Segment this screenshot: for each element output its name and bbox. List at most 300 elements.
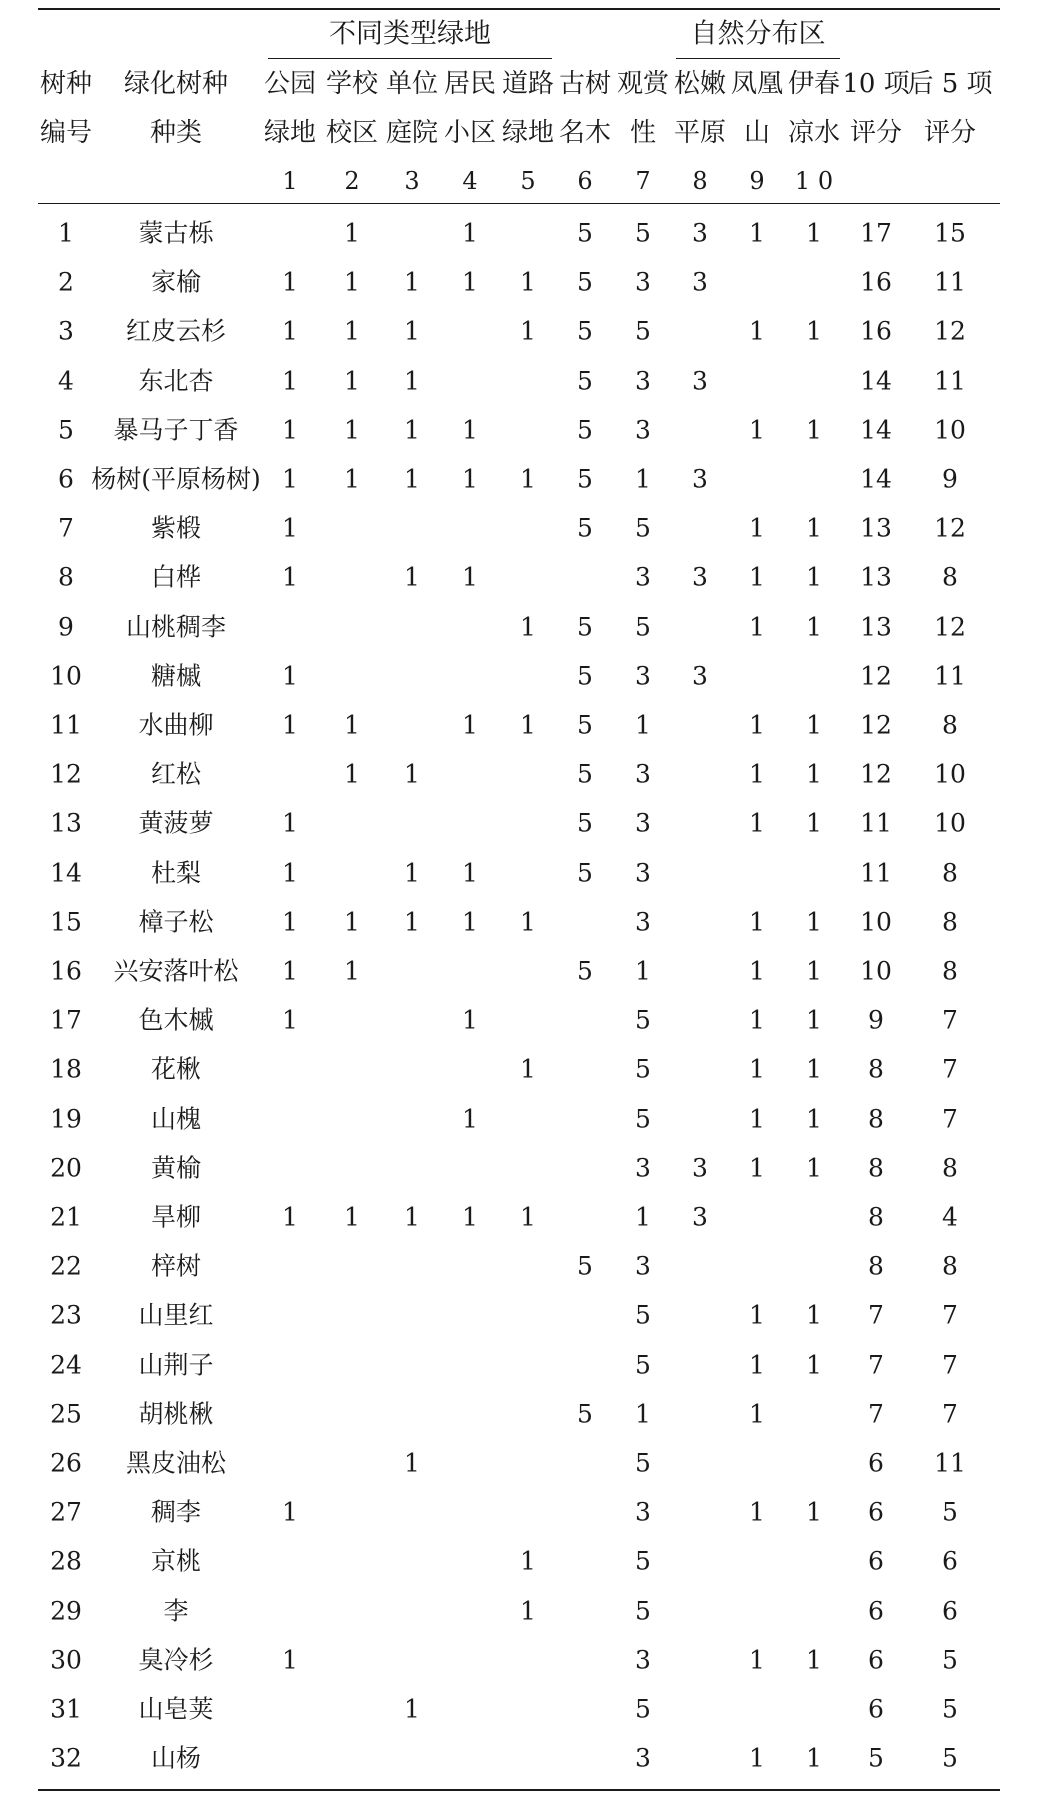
cell-unit-courtyard: 1	[404, 366, 420, 396]
cell-songnen-plain: 3	[692, 562, 708, 592]
cell-school-campus: 1	[344, 1202, 360, 1232]
cell-ancient-trees: 5	[577, 218, 593, 248]
cell-yichun-liangshui: 1	[806, 759, 822, 789]
cell-songnen-plain: 3	[692, 1153, 708, 1183]
cell-score-10-items: 13	[860, 513, 892, 543]
cell-score-last-5-items: 8	[942, 1251, 958, 1281]
column-header-species-no-line1: 树种	[39, 69, 93, 99]
cell-score-last-5-items: 9	[942, 464, 958, 494]
cell-species-type: 花楸	[150, 1054, 202, 1084]
cell-school-campus: 1	[344, 710, 360, 740]
cell-yichun-liangshui: 1	[806, 907, 822, 937]
cell-school-campus: 1	[344, 759, 360, 789]
cell-species-no: 21	[50, 1202, 82, 1232]
cell-yichun-liangshui: 1	[806, 1497, 822, 1527]
cell-score-last-5-items: 10	[934, 808, 966, 838]
cell-ancient-trees: 5	[577, 415, 593, 445]
cell-fenghuang-mountain: 1	[749, 808, 765, 838]
cell-ancient-trees: 5	[577, 1399, 593, 1429]
cell-species-no: 5	[58, 415, 74, 445]
natural-group-header: 自然分布区	[690, 18, 826, 50]
cell-unit-courtyard: 1	[404, 415, 420, 445]
cell-species-no: 8	[58, 562, 74, 592]
cell-ornamental: 3	[635, 1743, 651, 1773]
cell-score-last-5-items: 4	[942, 1202, 958, 1232]
column-header-songnen-plain-line1: 松嫩	[673, 69, 727, 99]
cell-ornamental: 3	[635, 366, 651, 396]
cell-fenghuang-mountain: 1	[749, 1350, 765, 1380]
cell-species-type: 家榆	[150, 267, 202, 297]
cell-unit-courtyard: 1	[404, 1694, 420, 1724]
cell-fenghuang-mountain: 1	[749, 316, 765, 346]
cell-score-10-items: 5	[868, 1743, 884, 1773]
cell-score-10-items: 6	[868, 1497, 884, 1527]
cell-unit-courtyard: 1	[404, 1202, 420, 1232]
cell-score-10-items: 7	[868, 1399, 884, 1429]
cell-species-type: 山里红	[138, 1300, 214, 1330]
cell-school-campus: 1	[344, 415, 360, 445]
cell-species-no: 18	[50, 1054, 82, 1084]
cell-school-campus: 1	[344, 218, 360, 248]
cell-ornamental: 5	[635, 612, 651, 642]
cell-score-last-5-items: 8	[942, 956, 958, 986]
cell-fenghuang-mountain: 1	[749, 1005, 765, 1035]
cell-score-last-5-items: 6	[942, 1596, 958, 1626]
cell-ornamental: 3	[635, 808, 651, 838]
cell-species-type: 臭冷杉	[138, 1645, 214, 1675]
cell-songnen-plain: 3	[692, 218, 708, 248]
cell-score-10-items: 14	[860, 415, 892, 445]
cell-species-type: 黄菠萝	[138, 808, 214, 838]
cell-songnen-plain: 3	[692, 366, 708, 396]
cell-score-last-5-items: 12	[934, 316, 966, 346]
cell-score-last-5-items: 11	[934, 661, 966, 691]
cell-residential-area: 1	[462, 218, 478, 248]
cell-park-green: 1	[282, 710, 298, 740]
cell-ancient-trees: 5	[577, 612, 593, 642]
cell-road-green: 1	[520, 1546, 536, 1576]
column-header-unit-courtyard-line1: 单位	[385, 69, 439, 99]
cell-songnen-plain: 3	[692, 661, 708, 691]
cell-road-green: 1	[520, 1054, 536, 1084]
cell-score-last-5-items: 10	[934, 759, 966, 789]
cell-score-10-items: 17	[860, 218, 892, 248]
column-number: 6	[577, 167, 593, 195]
cell-species-type: 胡桃楸	[138, 1399, 214, 1429]
cell-ornamental: 3	[635, 858, 651, 888]
cell-species-no: 17	[50, 1005, 82, 1035]
cell-species-no: 19	[50, 1104, 82, 1134]
cell-fenghuang-mountain: 1	[749, 956, 765, 986]
cell-fenghuang-mountain: 1	[749, 218, 765, 248]
cell-species-type: 紫椴	[150, 513, 202, 543]
column-header-road-green-line2: 绿地	[501, 118, 555, 148]
cell-score-last-5-items: 5	[942, 1497, 958, 1527]
cell-ancient-trees: 5	[577, 366, 593, 396]
cell-species-type: 红松	[150, 759, 202, 789]
cell-yichun-liangshui: 1	[806, 1104, 822, 1134]
cell-score-10-items: 6	[868, 1694, 884, 1724]
cell-species-type: 山槐	[150, 1104, 202, 1134]
cell-species-no: 25	[50, 1399, 82, 1429]
cell-ancient-trees: 5	[577, 759, 593, 789]
column-number: 3	[404, 167, 420, 195]
green-land-group-header: 不同类型绿地	[329, 18, 491, 50]
cell-score-10-items: 8	[868, 1104, 884, 1134]
cell-score-last-5-items: 7	[942, 1300, 958, 1330]
cell-road-green: 1	[520, 1596, 536, 1626]
cell-park-green: 1	[282, 415, 298, 445]
cell-score-10-items: 11	[860, 858, 892, 888]
column-header-species-type-line2: 种类	[149, 118, 203, 148]
cell-species-type: 暴马子丁香	[113, 415, 239, 445]
top-rule	[38, 8, 1000, 10]
cell-songnen-plain: 3	[692, 1202, 708, 1232]
cell-residential-area: 1	[462, 858, 478, 888]
cell-fenghuang-mountain: 1	[749, 1153, 765, 1183]
cell-road-green: 1	[520, 464, 536, 494]
column-header-fenghuang-mountain-line2: 山	[743, 118, 771, 148]
cell-residential-area: 1	[462, 562, 478, 592]
cell-species-no: 6	[58, 464, 74, 494]
cell-score-last-5-items: 5	[942, 1694, 958, 1724]
cell-species-no: 11	[50, 710, 82, 740]
cell-yichun-liangshui: 1	[806, 710, 822, 740]
cell-park-green: 1	[282, 858, 298, 888]
cell-yichun-liangshui: 1	[806, 808, 822, 838]
cell-species-type: 水曲柳	[138, 710, 214, 740]
cell-score-last-5-items: 7	[942, 1399, 958, 1429]
cell-species-no: 10	[50, 661, 82, 691]
cell-park-green: 1	[282, 267, 298, 297]
cell-score-last-5-items: 15	[934, 218, 966, 248]
cell-ancient-trees: 5	[577, 267, 593, 297]
cell-score-last-5-items: 10	[934, 415, 966, 445]
column-header-species-no-line2: 编号	[39, 118, 93, 148]
cell-park-green: 1	[282, 808, 298, 838]
column-header-residential-area-line1: 居民	[443, 69, 497, 99]
cell-score-last-5-items: 8	[942, 1153, 958, 1183]
cell-score-10-items: 6	[868, 1596, 884, 1626]
cell-score-last-5-items: 7	[942, 1054, 958, 1084]
cell-school-campus: 1	[344, 316, 360, 346]
column-header-score-last-5-items-line2: 评分	[923, 118, 977, 148]
column-number: 8	[692, 167, 708, 195]
cell-park-green: 1	[282, 562, 298, 592]
cell-score-10-items: 10	[860, 956, 892, 986]
cell-school-campus: 1	[344, 464, 360, 494]
cell-yichun-liangshui: 1	[806, 1743, 822, 1773]
cell-yichun-liangshui: 1	[806, 1005, 822, 1035]
header-bottom-rule	[38, 203, 1000, 204]
cell-species-type: 黄榆	[150, 1153, 202, 1183]
cell-score-10-items: 6	[868, 1448, 884, 1478]
column-header-yichun-liangshui-line2: 凉水	[787, 118, 841, 148]
column-number: 4	[462, 167, 478, 195]
cell-yichun-liangshui: 1	[806, 1054, 822, 1084]
cell-species-no: 26	[50, 1448, 82, 1478]
cell-score-10-items: 13	[860, 562, 892, 592]
cell-fenghuang-mountain: 1	[749, 562, 765, 592]
cell-score-10-items: 8	[868, 1153, 884, 1183]
cell-school-campus: 1	[344, 267, 360, 297]
cell-unit-courtyard: 1	[404, 267, 420, 297]
cell-yichun-liangshui: 1	[806, 1645, 822, 1675]
cell-score-last-5-items: 8	[942, 710, 958, 740]
cell-score-10-items: 11	[860, 808, 892, 838]
cell-ancient-trees: 5	[577, 513, 593, 543]
cell-score-10-items: 6	[868, 1546, 884, 1576]
natural-group-rule	[676, 58, 840, 59]
column-header-score-10-items-line2: 评分	[849, 118, 903, 148]
cell-species-no: 29	[50, 1596, 82, 1626]
cell-yichun-liangshui: 1	[806, 513, 822, 543]
cell-score-last-5-items: 5	[942, 1645, 958, 1675]
column-header-school-campus-line2: 校区	[325, 118, 379, 148]
cell-score-last-5-items: 6	[942, 1546, 958, 1576]
cell-school-campus: 1	[344, 366, 360, 396]
cell-species-type: 杜梨	[150, 858, 202, 888]
cell-yichun-liangshui: 1	[806, 316, 822, 346]
cell-score-10-items: 9	[868, 1005, 884, 1035]
cell-park-green: 1	[282, 1202, 298, 1232]
cell-unit-courtyard: 1	[404, 316, 420, 346]
cell-unit-courtyard: 1	[404, 464, 420, 494]
cell-species-no: 9	[58, 612, 74, 642]
cell-ornamental: 5	[635, 1300, 651, 1330]
cell-species-type: 糖槭	[150, 661, 202, 691]
cell-score-last-5-items: 7	[942, 1350, 958, 1380]
cell-fenghuang-mountain: 1	[749, 1645, 765, 1675]
cell-species-type: 红皮云杉	[125, 316, 227, 346]
column-header-park-green-line1: 公园	[263, 69, 317, 99]
cell-species-type: 山桃稠李	[125, 612, 227, 642]
cell-road-green: 1	[520, 316, 536, 346]
cell-residential-area: 1	[462, 710, 478, 740]
cell-fenghuang-mountain: 1	[749, 907, 765, 937]
cell-species-no: 13	[50, 808, 82, 838]
cell-species-no: 30	[50, 1645, 82, 1675]
column-header-songnen-plain-line2: 平原	[673, 118, 727, 148]
cell-score-10-items: 7	[868, 1350, 884, 1380]
cell-yichun-liangshui: 1	[806, 612, 822, 642]
cell-score-10-items: 12	[860, 710, 892, 740]
cell-unit-courtyard: 1	[404, 1448, 420, 1478]
cell-ornamental: 5	[635, 1546, 651, 1576]
cell-fenghuang-mountain: 1	[749, 1399, 765, 1429]
cell-score-10-items: 16	[860, 316, 892, 346]
column-number: 9	[749, 167, 765, 195]
cell-park-green: 1	[282, 464, 298, 494]
cell-ornamental: 3	[635, 267, 651, 297]
cell-species-type: 京桃	[150, 1546, 202, 1576]
cell-score-10-items: 14	[860, 366, 892, 396]
cell-species-no: 4	[58, 366, 74, 396]
cell-ancient-trees: 5	[577, 316, 593, 346]
cell-score-last-5-items: 5	[942, 1743, 958, 1773]
cell-fenghuang-mountain: 1	[749, 710, 765, 740]
cell-fenghuang-mountain: 1	[749, 1743, 765, 1773]
cell-school-campus: 1	[344, 956, 360, 986]
cell-score-10-items: 10	[860, 907, 892, 937]
cell-songnen-plain: 3	[692, 267, 708, 297]
cell-score-last-5-items: 12	[934, 612, 966, 642]
cell-residential-area: 1	[462, 464, 478, 494]
cell-score-last-5-items: 8	[942, 858, 958, 888]
cell-ornamental: 3	[635, 1251, 651, 1281]
cell-fenghuang-mountain: 1	[749, 1300, 765, 1330]
cell-yichun-liangshui: 1	[806, 218, 822, 248]
cell-score-last-5-items: 11	[934, 366, 966, 396]
cell-species-no: 12	[50, 759, 82, 789]
cell-yichun-liangshui: 1	[806, 1350, 822, 1380]
cell-park-green: 1	[282, 1497, 298, 1527]
cell-unit-courtyard: 1	[404, 759, 420, 789]
cell-park-green: 1	[282, 316, 298, 346]
cell-score-last-5-items: 12	[934, 513, 966, 543]
cell-species-type: 旱柳	[150, 1202, 202, 1232]
column-header-school-campus-line1: 学校	[325, 69, 379, 99]
cell-species-type: 蒙古栎	[138, 218, 214, 248]
cell-score-10-items: 14	[860, 464, 892, 494]
cell-score-10-items: 12	[860, 661, 892, 691]
cell-species-type: 色木槭	[138, 1005, 214, 1035]
green-land-group-rule	[268, 58, 552, 59]
cell-species-no: 3	[58, 316, 74, 346]
cell-ornamental: 5	[635, 1005, 651, 1035]
cell-unit-courtyard: 1	[404, 858, 420, 888]
cell-unit-courtyard: 1	[404, 562, 420, 592]
column-header-residential-area-line2: 小区	[443, 118, 497, 148]
cell-score-10-items: 13	[860, 612, 892, 642]
cell-ornamental: 3	[635, 562, 651, 592]
cell-ornamental: 3	[635, 1497, 651, 1527]
cell-ancient-trees: 5	[577, 858, 593, 888]
cell-residential-area: 1	[462, 1005, 478, 1035]
cell-ancient-trees: 5	[577, 710, 593, 740]
column-header-ancient-trees-line1: 古树	[558, 69, 612, 99]
cell-ornamental: 3	[635, 415, 651, 445]
column-header-species-type-line1: 绿化树种	[123, 69, 229, 99]
column-header-ornamental-line2: 性	[629, 118, 657, 148]
cell-species-type: 东北杏	[138, 366, 214, 396]
cell-ornamental: 5	[635, 218, 651, 248]
cell-ornamental: 3	[635, 907, 651, 937]
cell-park-green: 1	[282, 907, 298, 937]
cell-ornamental: 1	[635, 1202, 651, 1232]
column-number: 5	[520, 167, 536, 195]
cell-park-green: 1	[282, 956, 298, 986]
cell-yichun-liangshui: 1	[806, 956, 822, 986]
cell-fenghuang-mountain: 1	[749, 513, 765, 543]
cell-ornamental: 5	[635, 1054, 651, 1084]
cell-species-no: 24	[50, 1350, 82, 1380]
cell-road-green: 1	[520, 1202, 536, 1232]
column-header-park-green-line2: 绿地	[263, 118, 317, 148]
cell-score-last-5-items: 7	[942, 1104, 958, 1134]
cell-score-10-items: 12	[860, 759, 892, 789]
cell-ornamental: 3	[635, 661, 651, 691]
cell-fenghuang-mountain: 1	[749, 415, 765, 445]
cell-residential-area: 1	[462, 907, 478, 937]
cell-residential-area: 1	[462, 267, 478, 297]
cell-park-green: 1	[282, 513, 298, 543]
column-header-ancient-trees-line2: 名木	[558, 118, 612, 148]
cell-fenghuang-mountain: 1	[749, 612, 765, 642]
cell-species-no: 16	[50, 956, 82, 986]
cell-species-no: 20	[50, 1153, 82, 1183]
cell-ornamental: 5	[635, 1448, 651, 1478]
cell-species-no: 1	[58, 218, 74, 248]
cell-fenghuang-mountain: 1	[749, 1104, 765, 1134]
cell-ornamental: 5	[635, 513, 651, 543]
cell-yichun-liangshui: 1	[806, 1153, 822, 1183]
cell-ornamental: 5	[635, 1350, 651, 1380]
column-number: 7	[635, 167, 651, 195]
cell-species-type: 樟子松	[138, 907, 214, 937]
cell-school-campus: 1	[344, 907, 360, 937]
cell-road-green: 1	[520, 612, 536, 642]
cell-score-10-items: 8	[868, 1054, 884, 1084]
cell-road-green: 1	[520, 710, 536, 740]
cell-species-no: 22	[50, 1251, 82, 1281]
cell-road-green: 1	[520, 267, 536, 297]
cell-species-type: 杨树(平原杨树)	[91, 464, 261, 494]
cell-ornamental: 1	[635, 710, 651, 740]
cell-score-10-items: 8	[868, 1251, 884, 1281]
cell-score-10-items: 7	[868, 1300, 884, 1330]
cell-ornamental: 5	[635, 1694, 651, 1724]
cell-ornamental: 1	[635, 464, 651, 494]
column-header-score-last-5-items-line1: 后 5 项	[907, 69, 993, 99]
cell-species-no: 7	[58, 513, 74, 543]
cell-park-green: 1	[282, 1005, 298, 1035]
cell-species-type: 黑皮油松	[125, 1448, 227, 1478]
column-header-yichun-liangshui-line1: 伊春	[787, 69, 841, 99]
cell-species-type: 兴安落叶松	[113, 956, 239, 986]
cell-score-last-5-items: 7	[942, 1005, 958, 1035]
cell-ornamental: 3	[635, 1645, 651, 1675]
cell-species-type: 梓树	[150, 1251, 202, 1281]
cell-fenghuang-mountain: 1	[749, 759, 765, 789]
cell-score-last-5-items: 11	[934, 1448, 966, 1478]
column-header-fenghuang-mountain-line1: 凤凰	[730, 69, 784, 99]
cell-road-green: 1	[520, 907, 536, 937]
column-header-ornamental-line1: 观赏	[616, 69, 670, 99]
cell-species-no: 31	[50, 1694, 82, 1724]
column-header-unit-courtyard-line2: 庭院	[385, 118, 439, 148]
cell-species-no: 32	[50, 1743, 82, 1773]
cell-species-type: 稠李	[150, 1497, 202, 1527]
column-header-score-10-items-line1: 10 项	[842, 69, 910, 99]
cell-score-10-items: 8	[868, 1202, 884, 1232]
cell-species-no: 27	[50, 1497, 82, 1527]
cell-fenghuang-mountain: 1	[749, 1054, 765, 1084]
cell-species-type: 山杨	[150, 1743, 202, 1773]
cell-residential-area: 1	[462, 415, 478, 445]
cell-ancient-trees: 5	[577, 1251, 593, 1281]
cell-ornamental: 5	[635, 316, 651, 346]
cell-ancient-trees: 5	[577, 956, 593, 986]
cell-species-no: 15	[50, 907, 82, 937]
cell-yichun-liangshui: 1	[806, 562, 822, 592]
cell-ornamental: 3	[635, 759, 651, 789]
cell-species-type: 白桦	[150, 562, 202, 592]
cell-fenghuang-mountain: 1	[749, 1497, 765, 1527]
column-number: 1 0	[794, 167, 834, 195]
cell-park-green: 1	[282, 1645, 298, 1675]
cell-ancient-trees: 5	[577, 808, 593, 838]
